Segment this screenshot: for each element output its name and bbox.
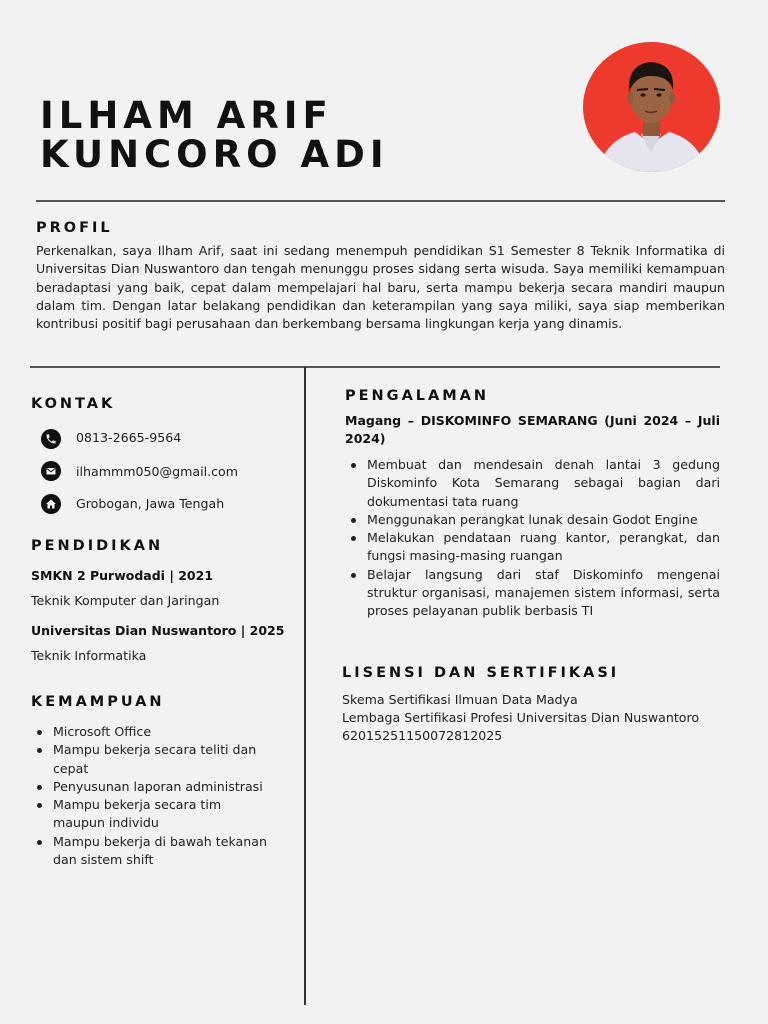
skill-item: Microsoft Office — [31, 723, 271, 741]
home-icon — [41, 494, 61, 514]
experience-item: Menggunakan perangkat lunak desain Godot Engine — [345, 511, 720, 529]
education-major: Teknik Komputer dan Jaringan — [31, 593, 220, 608]
skill-item: Mampu bekerja secara tim maupun individu — [31, 796, 271, 833]
skill-item: Penyusunan laporan administrasi — [31, 778, 271, 796]
contact-address: Grobogan, Jawa Tengah — [76, 496, 225, 511]
license-section-title: LISENSI DAN SERTIFIKASI — [342, 665, 620, 681]
contact-email: ilhammm050@gmail.com — [76, 464, 239, 479]
contact-section-title: KONTAK — [31, 396, 116, 412]
education-school: Universitas Dian Nuswantoro | 2025 — [31, 623, 285, 638]
name-second-line: KUNCORO ADI — [40, 133, 389, 176]
experience-item: Membuat dan mendesain denah lantai 3 gedung Diskominfo Kota Semarang sebagai bagian dari dokumentasi tata ruang — [345, 456, 720, 511]
profile-section-title: PROFIL — [36, 220, 113, 236]
education-section-title: PENDIDIKAN — [31, 538, 164, 554]
column-divider — [304, 367, 306, 1005]
phone-icon — [41, 429, 61, 449]
skills-list — [31, 723, 271, 869]
profile-divider — [30, 366, 720, 368]
license-number: 62015251150072812025 — [342, 728, 503, 743]
name-first-line: ILHAM ARIF — [40, 94, 333, 137]
header-divider — [36, 200, 725, 202]
experience-item: Belajar langsung dari staf Diskominfo mengenai struktur organisasi, manajemen sistem informasi, serta proses pelayanan publik berbasis TI — [345, 566, 720, 621]
education-school: SMKN 2 Purwodadi | 2021 — [31, 568, 214, 583]
profile-text: Perkenalkan, saya Ilham Arif, saat ini sedang menempuh pendidikan S1 Semester 8 Teknik Informatika di Universitas Dian Nuswantoro dan tengah menunggu proses sidang serta wisuda. Saya memiliki kemampuan beradaptasi yang baik, cepat dalam mempelajari hal baru, serta mampu bekerja secara mandiri maupun dalam tim. Dengan latar belakang pendidikan dan keterampilan yang saya miliki, saya siap memberikan kontribusi positif bagi perusahaan dan berkembang bersama lingkungan kerja yang dinamis. — [36, 243, 725, 332]
person-portrait-icon — [583, 42, 720, 172]
experience-job-title: Magang – DISKOMINFO SEMARANG (Juni 2024 – Juli 2024) — [345, 413, 720, 447]
experience-section-title: PENGALAMAN — [345, 388, 490, 404]
profile-photo — [583, 42, 720, 172]
skills-section-title: KEMAMPUAN — [31, 694, 165, 710]
experience-list — [345, 456, 720, 621]
skill-item: Mampu bekerja di bawah tekanan dan sistem shift — [31, 833, 271, 870]
experience-item: Melakukan pendataan ruang kantor, perangkat, dan fungsi masing-masing ruangan — [345, 529, 720, 566]
license-scheme: Skema Sertifikasi Ilmuan Data Madya — [342, 692, 578, 707]
license-institution: Lembaga Sertifikasi Profesi Universitas Dian Nuswantoro — [342, 710, 700, 725]
mail-icon — [41, 461, 61, 481]
skill-item: Mampu bekerja secara teliti dan cepat — [31, 741, 271, 778]
education-major: Teknik Informatika — [31, 648, 147, 663]
contact-phone: 0813-2665-9564 — [76, 430, 182, 445]
